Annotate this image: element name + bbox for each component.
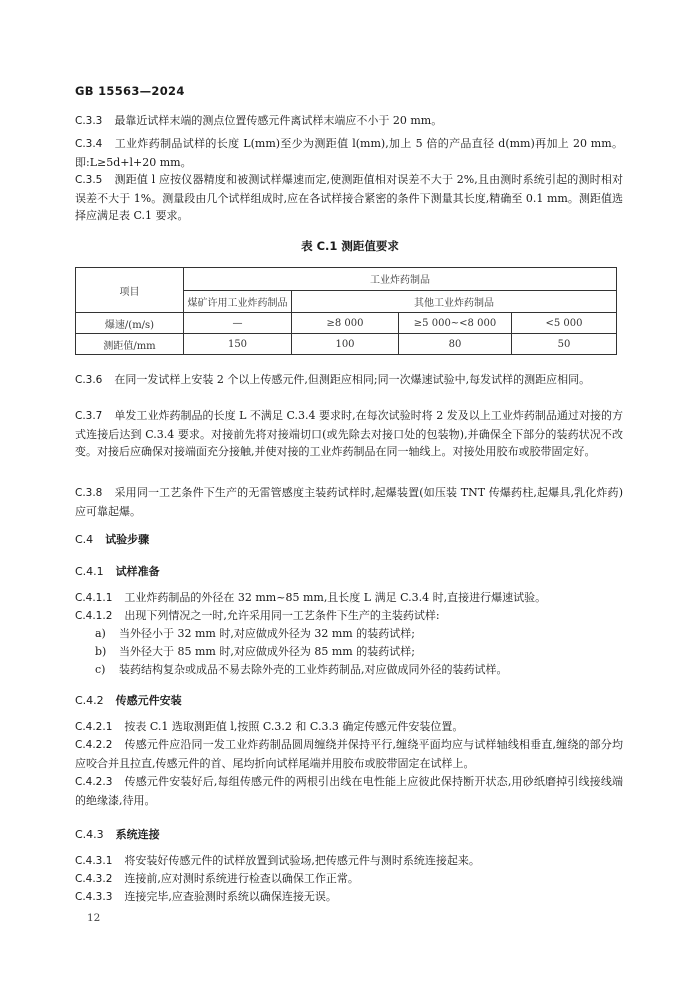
table-cell: 50 xyxy=(512,334,617,355)
list-marker: b) xyxy=(95,645,107,658)
clause-number: C.4.2.2 xyxy=(75,739,113,751)
table-row xyxy=(76,334,617,355)
heading-number: C.4 xyxy=(75,533,94,546)
heading-number: C.4.2 xyxy=(75,694,104,707)
table-row xyxy=(76,313,617,334)
list-marker: c) xyxy=(95,663,106,676)
clause-number: C.4.2.1 xyxy=(75,721,113,733)
clause-text: 采用同一工艺条件下生产的无雷管感度主装药试样时,起爆装置(如压装 TNT 传爆药柱,起爆具,乳化炸药)应可靠起爆。 xyxy=(75,486,623,518)
heading-title: 系统连接 xyxy=(115,828,160,841)
clause-text: 最靠近试样末端的测点位置传感元件离试样末端应不小于 20 mm。 xyxy=(114,114,443,127)
list-item xyxy=(95,661,508,679)
clause-c34 xyxy=(75,135,623,171)
heading-number: C.4.3 xyxy=(75,828,104,841)
heading-c43 xyxy=(75,826,160,842)
clause-c38 xyxy=(75,484,623,520)
table-caption: 表 C.1 测距值要求 xyxy=(301,239,399,253)
list-item xyxy=(95,643,415,661)
table-header-group: 工业炸药制品 xyxy=(184,268,617,291)
clause-text: 将安装好传感元件的试样放置到试验场,把传感元件与测时系统连接起来。 xyxy=(124,854,480,867)
heading-title: 传感元件安装 xyxy=(115,694,182,707)
clause-text: 工业炸药制品试样的长度 L(mm)至少为测距值 l(mm),加上 5 倍的产品直径 d(mm)再加上 20 mm。即:L≥5d+l+20 mm。 xyxy=(75,137,623,169)
clause-number: C.3.3 xyxy=(75,115,103,127)
clause-number: C.4.3.3 xyxy=(75,891,113,903)
heading-c4 xyxy=(75,531,149,547)
table-cell: — xyxy=(184,313,292,334)
clause-text: 工业炸药制品的外径在 32 mm~85 mm,且长度 L 满足 C.3.4 时,直接进行爆速试验。 xyxy=(124,591,547,604)
table-cell: 150 xyxy=(184,334,292,355)
table-cell: ≥8 000 xyxy=(292,313,399,334)
table-header-project: 项目 xyxy=(76,268,184,313)
table-cell: 80 xyxy=(399,334,512,355)
clause-c422 xyxy=(75,736,623,772)
clause-text: 传感元件安装好后,每组传感元件的两根引出线在电性能上应彼此保持断开状态,用砂纸磨掉引线接线端的绝缘漆,待用。 xyxy=(75,775,623,807)
clause-number: C.3.6 xyxy=(75,374,103,386)
table-cell: ≥5 000~<8 000 xyxy=(399,313,512,334)
clause-c433 xyxy=(75,888,623,907)
clause-text: 在同一发试样上安装 2 个以上传感元件,但测距应相同;同一次爆速试验中,每发试样的测距应相同。 xyxy=(114,373,591,386)
clause-number: C.3.4 xyxy=(75,138,103,150)
clause-text: 连接完毕,应查验测时系统以确保连接无误。 xyxy=(124,890,337,903)
table-header-coal: 煤矿许用工业炸药制品 xyxy=(184,290,292,313)
distance-requirement-table xyxy=(75,267,617,355)
clause-c33 xyxy=(75,112,623,131)
clause-number: C.4.2.3 xyxy=(75,776,113,788)
clause-text: 连接前,应对测时系统进行检查以确保工作正常。 xyxy=(124,872,359,885)
heading-c42 xyxy=(75,692,182,708)
clause-c36 xyxy=(75,371,623,390)
clause-text: 传感元件应沿同一发工业炸药制品圆周缠绕并保持平行,缠绕平面均应与试样轴线相垂直,缠绕的部分均应咬合并且拉直,传感元件的首、尾均折向试样尾端并用胶布或胶带固定在试样上。 xyxy=(75,738,623,770)
row-label: 爆速/(m/s) xyxy=(76,313,184,334)
list-text: 装药结构复杂或成品不易去除外壳的工业炸药制品,对应做成同外径的装药试样。 xyxy=(119,663,508,676)
list-marker: a) xyxy=(95,627,106,640)
clause-number: C.4.3.2 xyxy=(75,873,113,885)
clause-c35 xyxy=(75,171,623,225)
clause-text: 单发工业炸药制品的长度 L 不满足 C.3.4 要求时,在每次试验时将 2 发及以上工业炸药制品通过对接的方式连接后达到 C.3.4 要求。对接前先将对接端切口(或先除去对接口处的包装物),并确保全下部分的装药状况不改变。对接后应确保对接端面充分接触,并使对接的工业炸药制品在同一轴线上。对接处用胶布或胶带固定好。 xyxy=(75,409,623,458)
clause-c431 xyxy=(75,852,623,871)
heading-title: 试验步骤 xyxy=(105,533,150,546)
heading-number: C.4.1 xyxy=(75,565,104,578)
standard-code: GB 15563—2024 xyxy=(75,84,185,98)
clause-number: C.3.8 xyxy=(75,487,103,499)
clause-number: C.3.7 xyxy=(75,410,103,422)
clause-c37 xyxy=(75,407,623,461)
heading-c41 xyxy=(75,563,160,579)
clause-text: 按表 C.1 选取测距值 l,按照 C.3.2 和 C.3.3 确定传感元件安装位置。 xyxy=(124,720,464,733)
page-number: 12 xyxy=(87,912,101,924)
clause-c421 xyxy=(75,718,623,737)
clause-number: C.4.1.2 xyxy=(75,610,113,622)
clause-c411 xyxy=(75,589,623,608)
clause-number: C.4.1.1 xyxy=(75,592,113,604)
heading-title: 试样准备 xyxy=(115,565,160,578)
table-cell: 100 xyxy=(292,334,399,355)
clause-c423 xyxy=(75,773,623,809)
clause-text: 出现下列情况之一时,允许采用同一工艺条件下生产的主装药试样: xyxy=(124,609,440,622)
table-cell: <5 000 xyxy=(512,313,617,334)
list-text: 当外径小于 32 mm 时,对应做成外径为 32 mm 的装药试样; xyxy=(119,627,415,640)
row-label: 测距值/mm xyxy=(76,334,184,355)
clause-number: C.3.5 xyxy=(75,174,103,186)
list-item xyxy=(95,625,415,643)
clause-number: C.4.3.1 xyxy=(75,855,113,867)
list-text: 当外径大于 85 mm 时,对应做成外径为 85 mm 的装药试样; xyxy=(119,645,415,658)
clause-text: 测距值 l 应按仪器精度和被测试样爆速而定,使测距值相对误差不大于 2%,且由测时系统引起的测时相对误差不大于 1%。测量段由几个试样组成时,应在各试样接合紧密的条件下测量其长度,精确至 0.1 mm。测距值选择应满足表 C.1 要求。 xyxy=(75,173,623,222)
table-header-other: 其他工业炸药制品 xyxy=(292,290,617,313)
clause-c432 xyxy=(75,870,623,889)
clause-c412 xyxy=(75,607,623,626)
